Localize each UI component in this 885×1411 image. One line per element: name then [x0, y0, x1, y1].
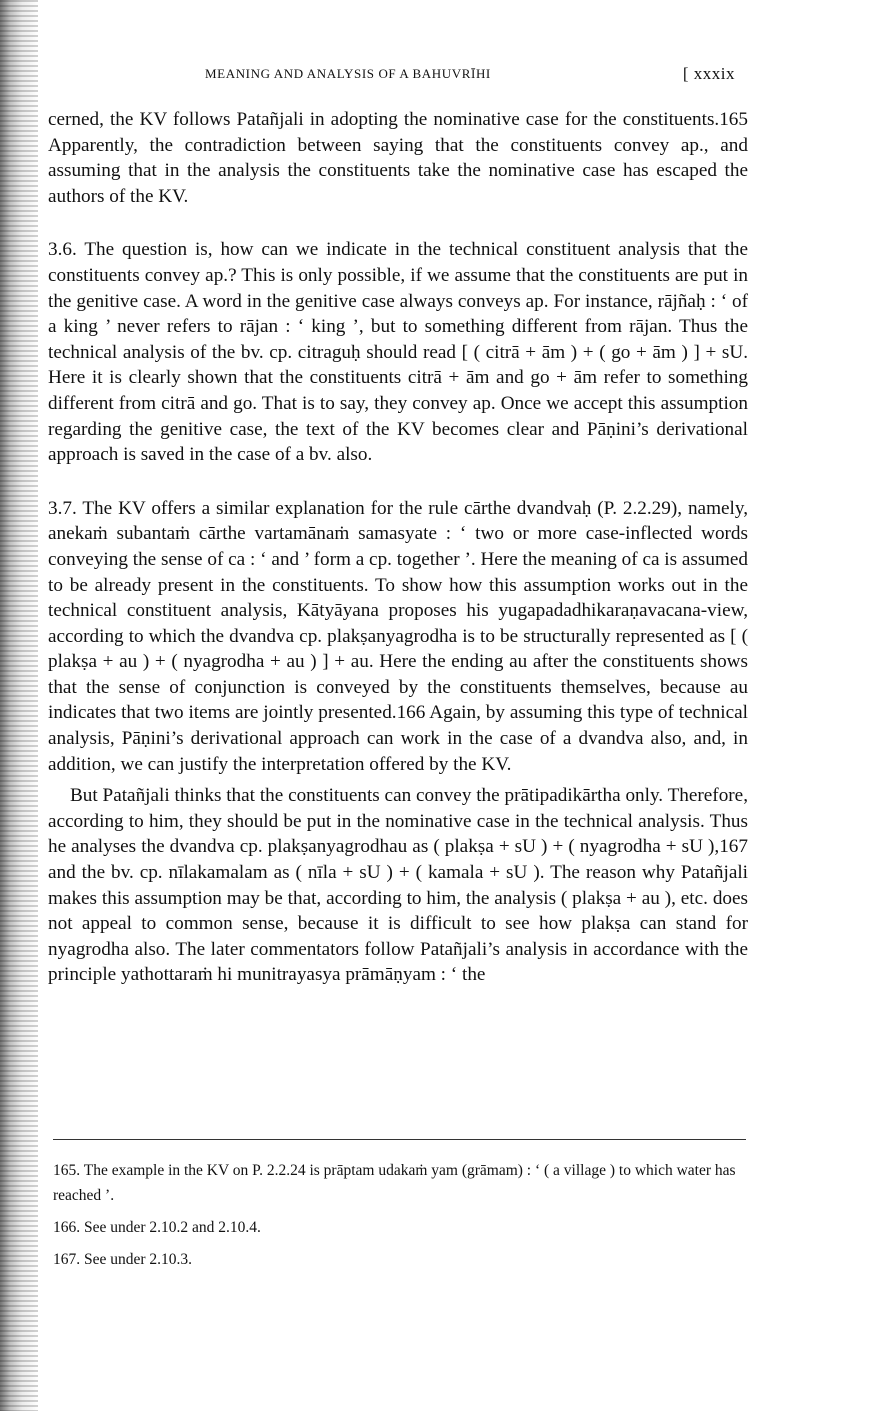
paragraph-patanjali: But Patañjali thinks that the constituents can convey the prātipadikārtha only. Therefore, according to him, they should be put in the nominative case in the technical analysis. Thus he analyses the dvandva cp. plakṣanyagrodhau as ( plakṣa + sU ) + ( nyagrodha + sU ),167 and the bv. cp. nīlakamalam as ( nīla + sU ) + ( kamala + sU ). The reason why Patañjali makes this assumption may be that, according to him, the analysis ( plakṣa + au ), etc. does not appeal to common sense, because it is difficult to see how plakṣa can stand for nyagrodha also. The later commentators follow Patañjali’s analysis in accordance with the principle yathottaraṁ hi munitrayasya prāmāṇyam : ‘ the — [48, 785, 748, 986]
footnote-divider — [53, 1139, 746, 1140]
paragraph-section-3-6: 3.6. The question is, how can we indicate in the technical constituent analysis that the constituents convey ap.? This is only possible, if we assume that the constituents are put in the genitive case. A word in the genitive case always conveys ap. For instance, rājñaḥ : ‘ of a king ’ never refers to rājan : ‘ king ’, but to something different from rājan. Thus the technical analysis of the bv. cp. citraguḥ should read [ ( citrā + ām ) + ( go + ām ) ] + sU. Here it is clearly shown that the constituents citrā + ām and go + ām refer to something different from citrā and go. That is to say, they convey ap. Once we accept this assumption regarding the genitive case, the text of the KV becomes clear and Pāṇini’s derivational approach is saved in the case of a bv. also. — [48, 239, 748, 466]
main-text — [48, 107, 748, 988]
page-header — [205, 64, 735, 86]
footnote-165: 165. The example in the KV on P. 2.2.24 is prāptam udakaṁ yam (grāmam) : ‘ ( a village ) to which water has reached ’. — [53, 1162, 736, 1204]
footnote-166: 166. See under 2.10.2 and 2.10.4. — [53, 1219, 261, 1236]
footnote-167: 167. See under 2.10.3. — [53, 1251, 193, 1268]
scan-shadow-edge — [0, 0, 38, 1411]
footnotes — [53, 1158, 753, 1279]
paragraph-section-3-7: 3.7. The KV offers a similar explanation for the rule cārthe dvandvaḥ (P. 2.2.29), namely, anekaṁ subantaṁ cārthe vartamānaṁ samasyate : ‘ two or more case-inflected words conveying the sense of ca : ‘ and ’ form a cp. together ’. Here the meaning of ca is assumed to be already present in the constituents. To show how this assumption works out in the technical constituent analysis, Kātyāyana proposes his yugapadadhikaraṇavacana-view, according to which the dvandva cp. plakṣanyagrodha is to be structurally represented as [ ( plakṣa + au ) + ( nyagrodha + au ) ] + au. Here the ending au after the constituents shows that the sense of conjunction is conveyed by the constituents themselves, because au indicates that two items are jointly presented.166 Again, by assuming this type of technical analysis, Pāṇini’s derivational approach can work in the case of a dvandva also, and, in addition, we can justify the interpretation offered by the KV. — [48, 497, 748, 775]
running-title: MEANING AND ANALYSIS OF A BAHUVRĪHI — [205, 66, 491, 81]
paragraph-continuation: cerned, the KV follows Patañjali in adopting the nominative case for the constituents.165 Apparently, the contradiction between saying that the constituents convey ap., and assuming that in the analysis the constituents take the nominative case has escaped the authors of the KV. — [48, 109, 748, 207]
page-number: [ xxxix — [682, 64, 735, 83]
